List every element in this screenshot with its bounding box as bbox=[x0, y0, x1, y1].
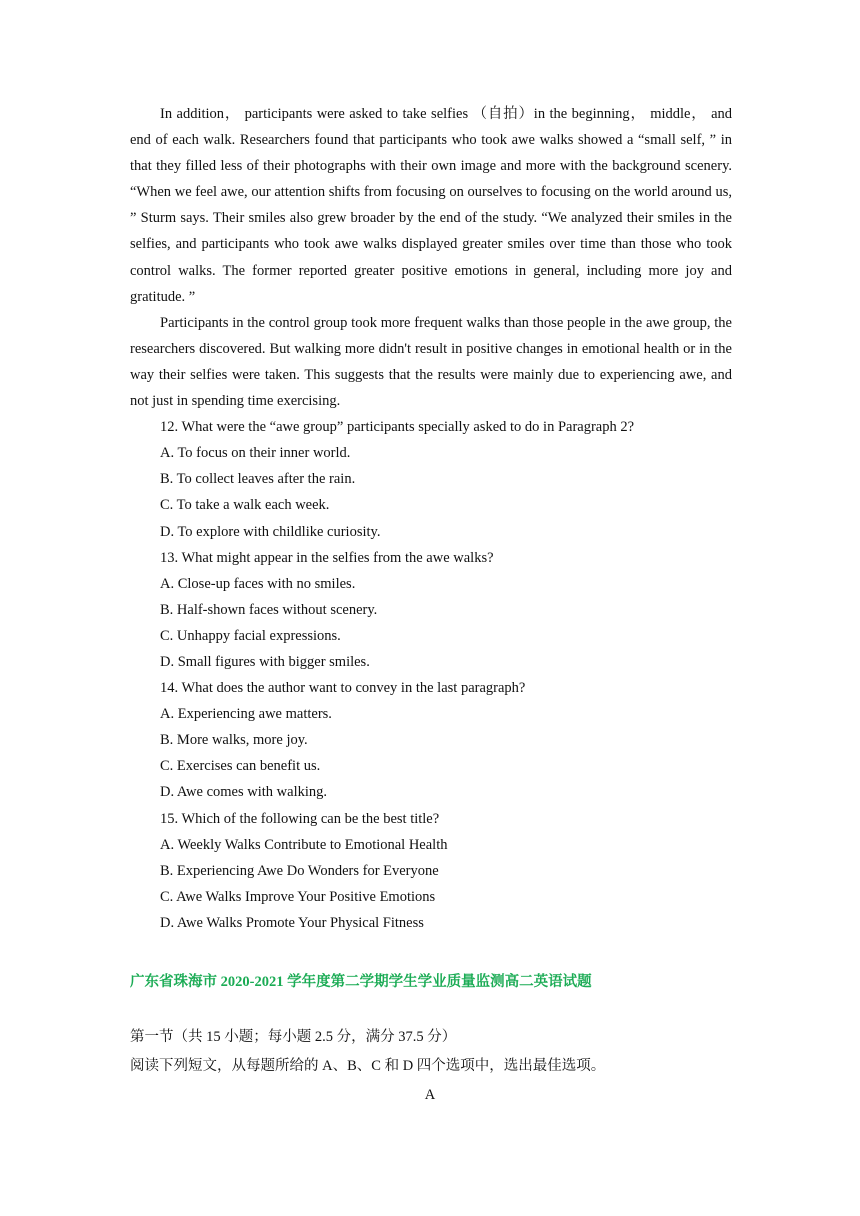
option-a: A. Weekly Walks Contribute to Emotional Health bbox=[160, 836, 448, 853]
option-b: B. To collect leaves after the rain. bbox=[160, 471, 356, 488]
question-15 bbox=[130, 806, 732, 936]
question-stem: 15. Which of the following can be the best title? bbox=[160, 810, 440, 827]
question-stem: 13. What might appear in the selfies from the awe walks? bbox=[160, 549, 494, 566]
option-d: D. Small figures with bigger smiles. bbox=[160, 653, 370, 670]
exam-heading: 广东省珠海市 2020-2021 学年度第二学期学生学业质量监测高二英语试题 bbox=[130, 974, 592, 990]
option-b: B. Half-shown faces without scenery. bbox=[160, 601, 378, 618]
paragraph-1: In addition， participants were asked to take selfies （自拍）in the beginning， middle， and end of each walk. Researchers found that participants who took awe walks showed a “small self, ” in that they filled less of their photographs with their own image and more with the background scenery. “When we feel awe, our attention shifts from focusing on ourselves to focusing on the world around us, ” Sturm says. Their smiles also grew broader by the end of the study. “We analyzed their smiles in the selfies, and participants who took awe walks displayed greater smiles over time than those who took control walks. The former reported greater positive emotions in general, including more joy and gratitude. ” bbox=[130, 106, 732, 305]
question-13 bbox=[130, 545, 732, 675]
option-a: A. To focus on their inner world. bbox=[160, 445, 351, 462]
option-d: D. Awe Walks Promote Your Physical Fitness bbox=[160, 914, 424, 931]
option-c: C. Unhappy facial expressions. bbox=[160, 627, 341, 644]
question-12 bbox=[130, 414, 732, 544]
instruction-line: 阅读下列短文，从每题所给的 A、B、C 和 D 四个选项中，选出最佳选项。 bbox=[130, 1058, 606, 1074]
question-14 bbox=[130, 675, 732, 805]
option-c: C. Awe Walks Improve Your Positive Emotions bbox=[160, 888, 436, 905]
passage-label: A bbox=[424, 1087, 436, 1103]
paragraph-2: Participants in the control group took more frequent walks than those people in the awe group, the researchers discovered. But walking more didn't result in positive changes in emotional health or in the way their selfies were taken. This suggests that the results were mainly due to experiencing awe, and not just in spending time exercising. bbox=[130, 314, 732, 410]
option-b: B. Experiencing Awe Do Wonders for Everyone bbox=[160, 862, 439, 879]
question-stem: 14. What does the author want to convey in the last paragraph? bbox=[160, 680, 526, 697]
question-stem: 12. What were the “awe group” participants specially asked to do in Paragraph 2? bbox=[160, 419, 635, 436]
option-c: C. To take a walk each week. bbox=[160, 497, 330, 514]
option-d: D. To explore with childlike curiosity. bbox=[160, 523, 381, 540]
option-a: A. Close-up faces with no smiles. bbox=[160, 575, 356, 592]
option-d: D. Awe comes with walking. bbox=[160, 784, 328, 801]
option-c: C. Exercises can benefit us. bbox=[160, 758, 321, 775]
option-a: A. Experiencing awe matters. bbox=[160, 706, 332, 723]
section-line: 第一节（共 15 小题；每小题 2.5 分，满分 37.5 分） bbox=[130, 1029, 457, 1045]
reading-content bbox=[130, 101, 732, 936]
option-b: B. More walks, more joy. bbox=[160, 732, 308, 749]
